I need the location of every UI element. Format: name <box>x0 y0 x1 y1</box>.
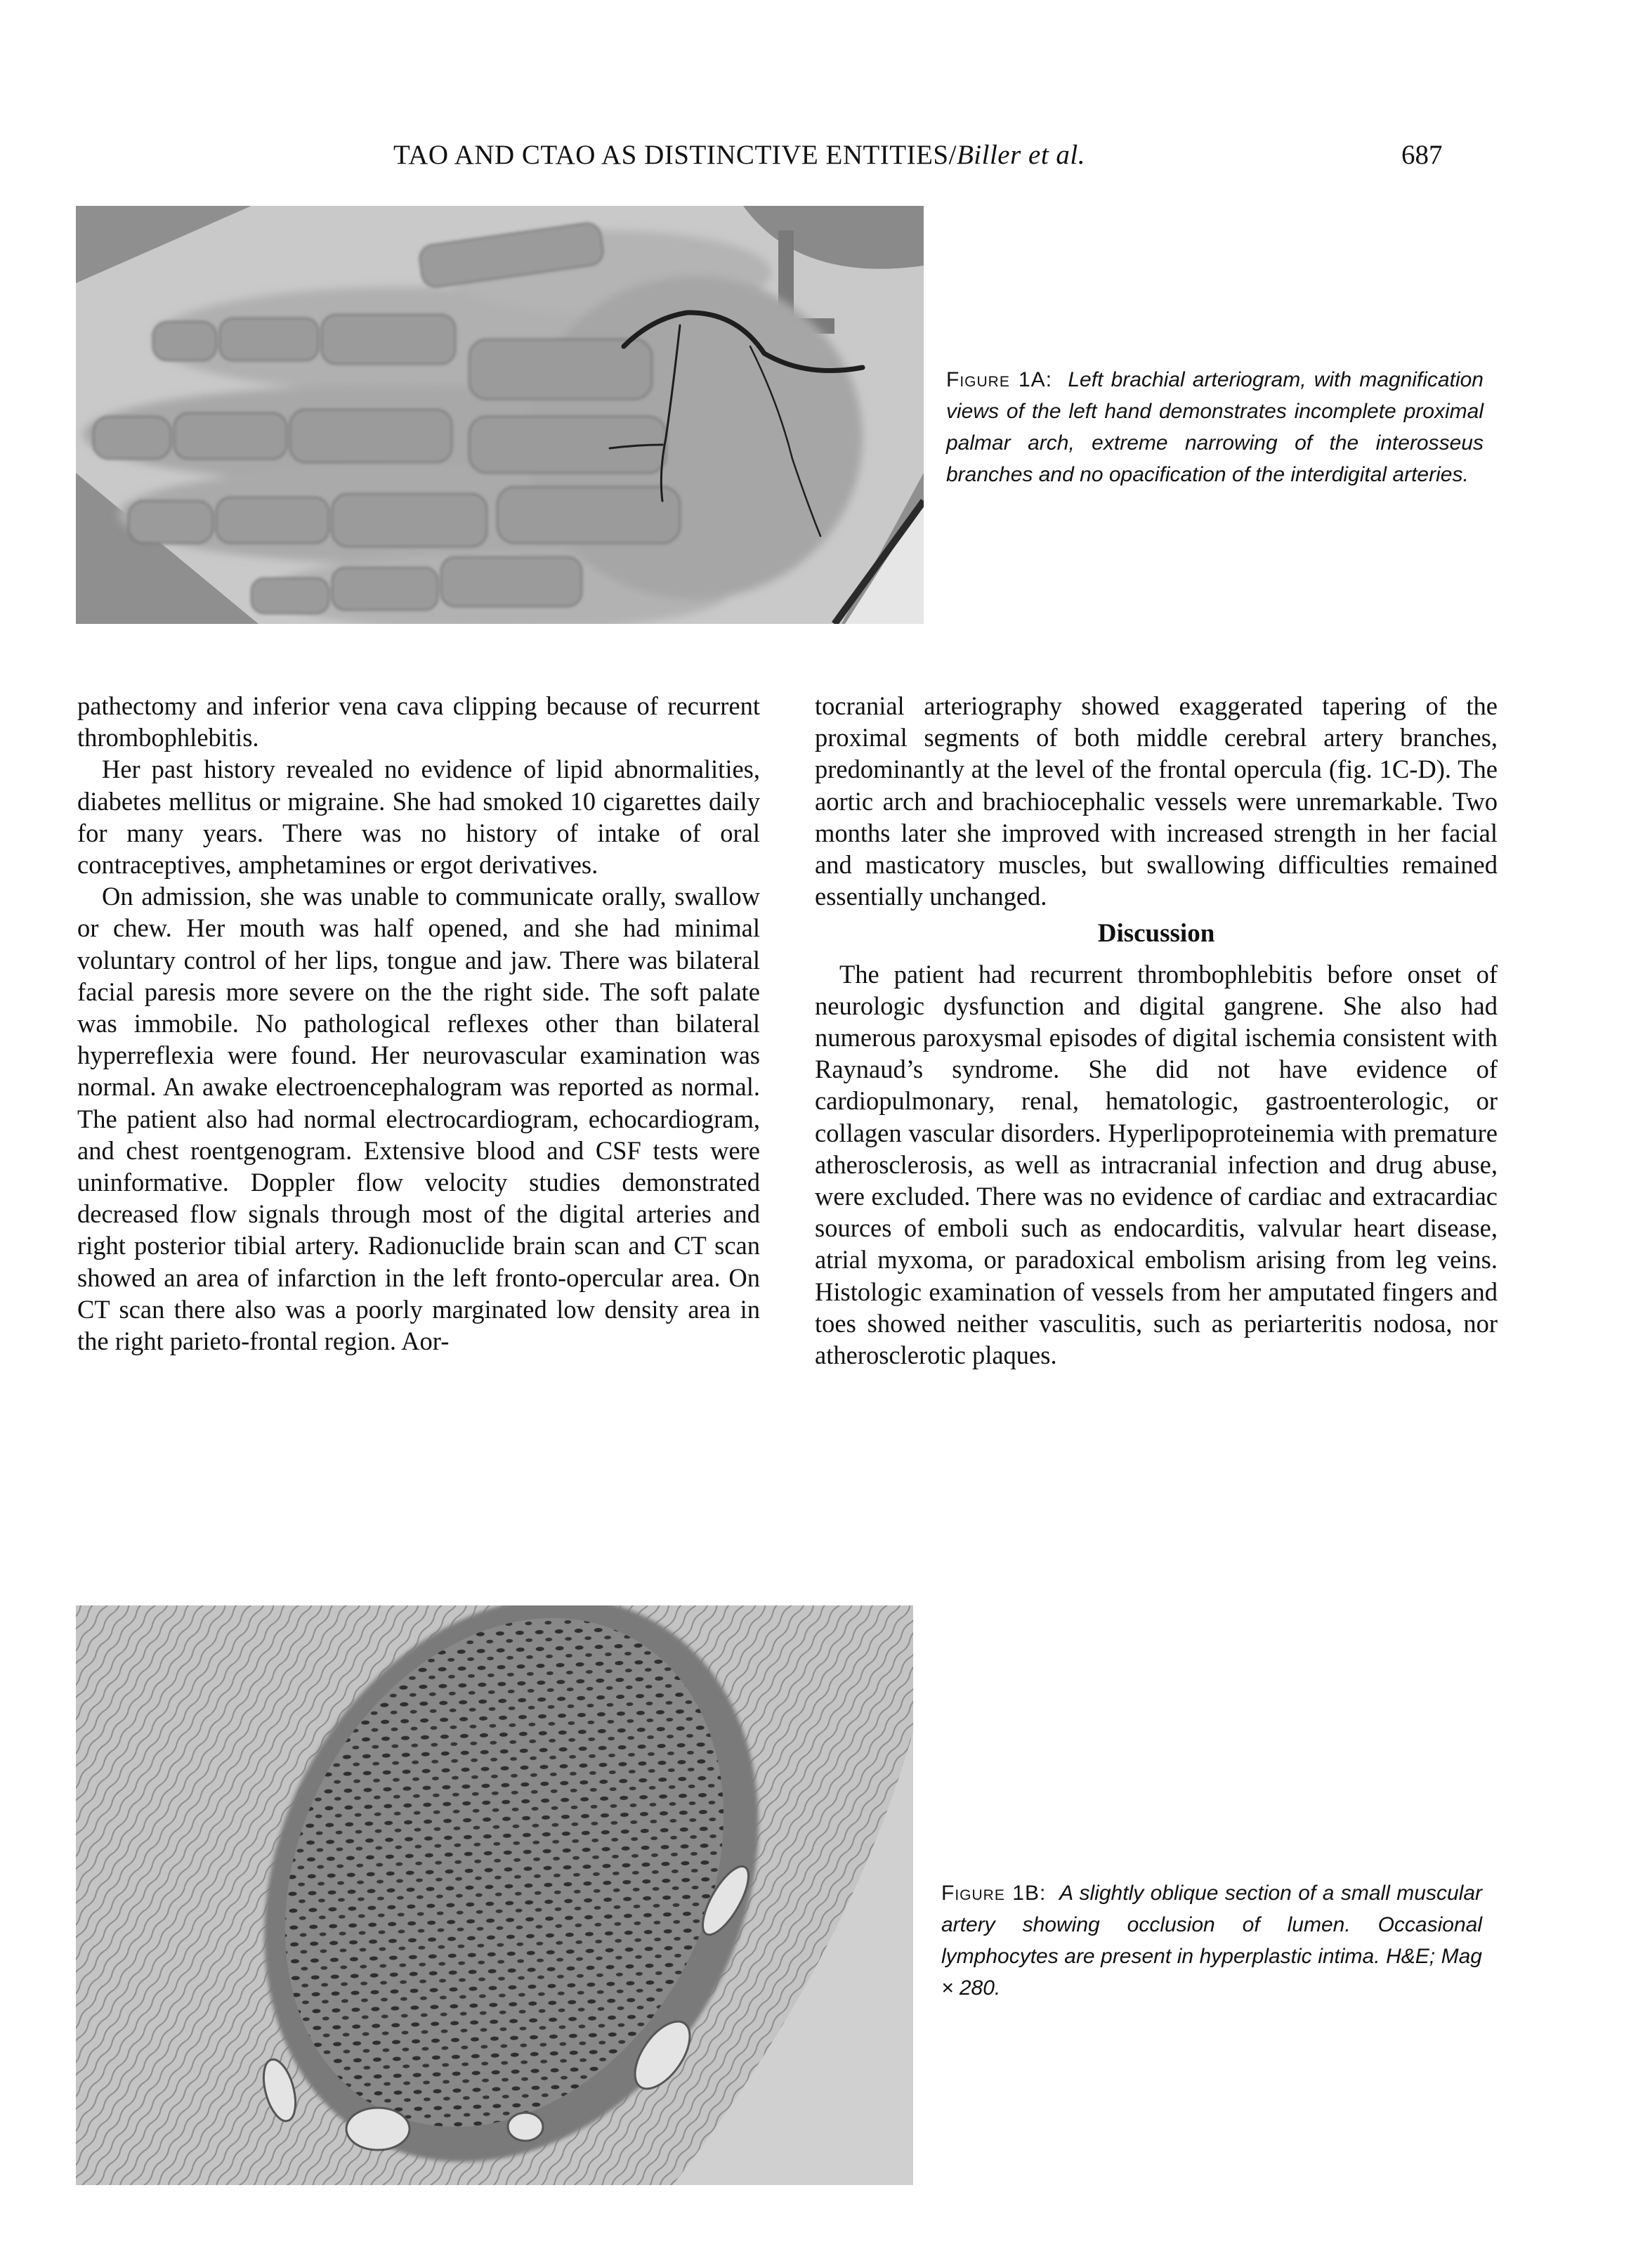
paragraph: Her past history revealed no evidence of lipid abnormalities, diabetes mellitus or migraine. She had smoked 10 cigarettes daily for many years. There was no history of intake of oral contraceptives, amphetamines or ergot derivatives. <box>77 755 760 880</box>
running-head <box>393 139 1085 171</box>
page-number: 687 <box>1401 140 1443 170</box>
figure-1b-label: Figure 1B: <box>941 1882 1047 1905</box>
figure-1a-caption <box>946 364 1484 490</box>
histology-micrograph-image <box>76 1605 913 2185</box>
figure-1b-caption <box>941 1877 1482 2004</box>
figure-1a-label: Figure 1A: <box>946 368 1053 391</box>
paragraph: tocranial arteriography showed exaggerated tapering of the proximal segments of both middle cerebral artery branches, predominantly at the level of the frontal opercula (fig. 1C-D). The aortic arch and brachiocephalic vessels were unremarkable. Two months later she improved with increased strength in her facial and masticatory muscles, but swallowing difficulties remained essentially unchanged. <box>815 691 1498 911</box>
paragraph: pathectomy and inferior vena cava clipping because of recurrent thrombophlebitis. <box>77 691 760 752</box>
figure-1a-arteriogram <box>76 206 924 624</box>
hand-xray-image <box>76 206 924 624</box>
section-heading-discussion: Discussion <box>1097 919 1215 949</box>
paragraph: On admission, she was unable to communicate orally, swallow or chew. Her mouth was half opened, and she had minimal voluntary control of her lips, tongue and jaw. There was bilateral facial paresis more severe on the the right side. The soft palate was immobile. No pathological reflexes other than bilateral hyperreflexia were found. Her neurovascular examination was normal. An awake electroencephalogram was reported as normal. The patient also had normal electrocardiogram, echocardiogram, and chest roentgenogram. Extensive blood and CSF tests were uninformative. Doppler flow velocity studies demonstrated decreased flow signals through most of the digital arteries and right posterior tibial artery. Radionuclide brain scan and CT scan showed an area of infarction in the left fronto-opercular area. On CT scan there also was a poorly marginated low density area in the right parieto-frontal region. Aor- <box>77 882 760 1356</box>
right-column <box>815 690 1498 1371</box>
left-column <box>77 690 760 1357</box>
figure-1b-histology <box>76 1605 913 2185</box>
figure-1a-caption-text: Left brachial arteriogram, with magnification views of the left hand demonstrates incomplete proximal palmar arch, extreme narrowing of the interosseus branches and no opacification of the interdigital arteries. <box>946 368 1484 486</box>
running-authors: Biller et al. <box>956 140 1086 170</box>
paragraph: The patient had recurrent thrombophlebitis before onset of neurologic dysfunction and digital gangrene. She also had numerous paroxysmal episodes of digital ischemia consistent with Raynaud’s syndrome. She did not have evidence of cardiopulmonary, renal, hematologic, gastroenterologic, or collagen vascular disorders. Hyperlipoproteinemia with premature atherosclerosis, as well as intracranial infection and drug abuse, were excluded. There was no evidence of cardiac and extracardiac sources of emboli such as endocarditis, valvular heart disease, atrial myxoma, or paradoxical embolism arising from leg veins. Histologic examination of vessels from her amputated fingers and toes showed neither vasculitis, such as periarteritis nodosa, nor atherosclerotic plaques. <box>815 959 1498 1370</box>
figure-1b-caption-text: A slightly oblique section of a small muscular artery showing occlusion of lumen. Occasional lymphocytes are present in hyperplastic intima. H&E; Mag × 280. <box>941 1882 1483 2000</box>
running-title: TAO AND CTAO AS DISTINCTIVE ENTITIES/ <box>393 140 957 170</box>
